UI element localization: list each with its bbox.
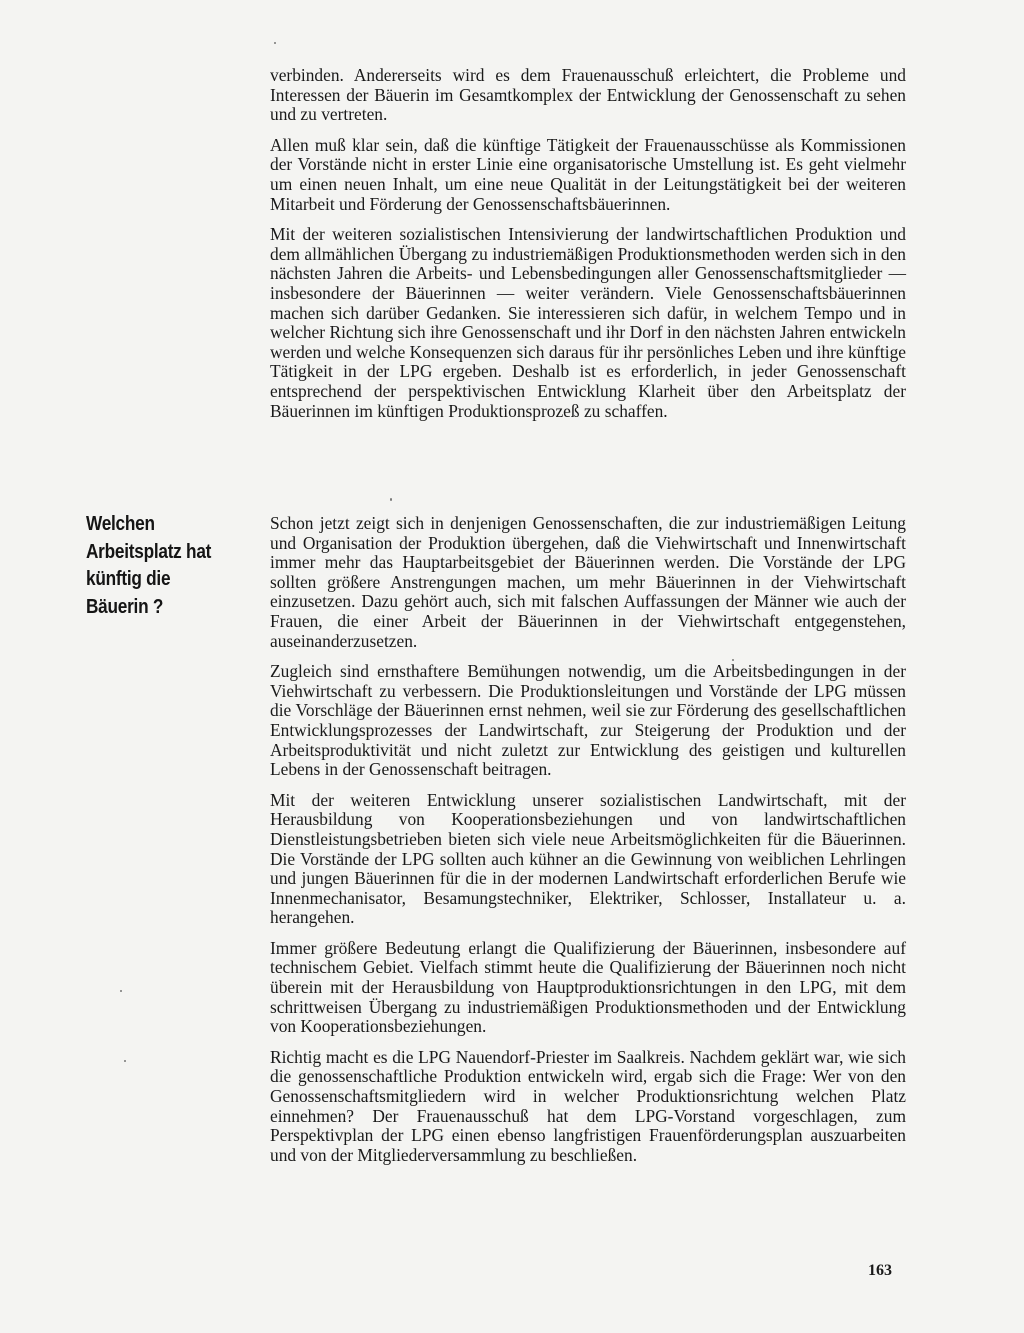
side-heading-line: Welchen (86, 512, 155, 535)
print-speck (732, 659, 734, 661)
paragraph: Allen muß klar sein, daß die künftige Tätigkeit der Frauenausschüsse als Kommissionen der Vorstände nicht in erster Linie eine organisatorische Umstellung ist. Es geht vielmehr um einen neuen Inhalt, um eine neue Qualität in der Leitungstätigkeit bei der weiteren Mitarbeit und Förderung der Genossenschaftsbäuerinnen. (270, 134, 906, 214)
main-text-block (270, 514, 906, 1176)
side-heading-line: künftig die (86, 567, 171, 590)
print-speck (390, 498, 392, 501)
paragraph: Mit der weiteren Entwicklung unserer sozialistischen Landwirtschaft, mit der Herausbildung von Kooperationsbeziehungen und von landwirtschaftlichen Dienstleistungsbetrieben bieten sich viele neue Arbeitsmöglichkeiten für die Bäuerinnen. Die Vorstände der LPG sollten auch kühner an die Gewinnung von weiblichen Lehrlingen und jungen Bäuerinnen für die in der modernen Landwirtschaft erforderlichen Berufe wie Innenmechanisator, Besamungstechniker, Elektriker, Schlosser, Installateur u. a. herangehen. (270, 789, 906, 928)
print-speck (124, 1060, 126, 1062)
paragraph: Schon jetzt zeigt sich in denjenigen Genossenschaften, die zur industriemäßigen Leitung und Organisation der Produktion übergehen, daß die Viehwirtschaft und Innenwirtschaft immer mehr das Hauptarbeitsgebiet der Bäuerinnen werden. Die Vorstände der LPG sollten größere Anstrengungen machen, um mehr Bäuerinnen in der Viehwirtschaft einzusetzen. Dazu gehört auch, sich mit falschen Auffassungen der Männer wie auch der Frauen, die einer Arbeit der Bäuerinnen in der Viehwirtschaft entgegenstehen, auseinanderzusetzen. (270, 513, 906, 651)
print-speck (120, 990, 122, 992)
side-heading (86, 510, 233, 620)
page-number: 163 (868, 1262, 892, 1279)
paragraph: verbinden. Andererseits wird es dem Frauenausschuß erleichtert, die Probleme und Interessen der Bäuerin im Gesamtkomplex der Entwicklung der Genossenschaft zu sehen und zu vertreten. (270, 65, 906, 125)
print-speck (274, 42, 276, 44)
top-text-block (270, 66, 906, 432)
paragraph: Richtig macht es die LPG Nauendorf-Priester im Saalkreis. Nachdem geklärt war, wie sich die genossenschaftliche Produktion entwickeln wird, ergab sich die Frage: Wer von den Genossenschaftsmitgliedern wird in welcher Produktionsrichtung welchen Platz einnehmen? Der Frauenausschuß hat dem LPG-Vorstand vorgeschlagen, zum Perspektivplan der LPG einen ebenso langfristigen Frauenförderungsplan auszuarbeiten und von der Mitgliederversammlung zu beschließen. (270, 1046, 906, 1165)
side-heading-line: Arbeitsplatz hat (86, 539, 212, 563)
paragraph: Mit der weiteren sozialistischen Intensivierung der landwirtschaftlichen Produktion und dem allmählichen Übergang zu industriemäßigen Produktionsmethoden werden sich in den nächsten Jahren die Arbeits- und Lebensbedingungen aller Genossenschaftsmitglieder — insbesondere der Bäuerinnen — weiter verändern. Viele Genossenschaftsbäuerinnen machen sich darüber Gedanken. Sie interessieren sich dafür, in welchem Tempo und in welcher Richtung sich ihre Genossenschaft und ihr Dorf in den nächsten Jahren entwickeln werden und welche Konsequenzen sich daraus für ihr persönliches Leben und ihre künftige Tätigkeit in der LPG ergeben. Deshalb ist es erforderlich, in jeder Genossenschaft entsprechend der perspektivischen Entwicklung Klarheit über den Arbeitsplatz der Bäuerinnen im künftigen Produktionsprozeß zu schaffen. (270, 224, 906, 421)
paragraph: Zugleich sind ernsthaftere Bemühungen notwendig, um die Arbeitsbedingungen in der Viehwirtschaft zu verbessern. Die Produktionsleitungen und Vorstände der LPG müssen die Vorschläge der Bäuerinnen ernst nehmen, weil sie zur Förderung des gesellschaftlichen Entwicklungsprozesses der Landwirtschaft, zur Steigerung der Produktion und der Arbeitsproduktivität und nicht zuletzt zur Entwicklung des geistigen und kulturellen Lebens in der Genossenschaft beitragen. (270, 661, 906, 780)
paragraph: Immer größere Bedeutung erlangt die Qualifizierung der Bäuerinnen, insbesondere auf technischem Gebiet. Vielfach stimmt heute die Qualifizierung der Bäuerinnen noch nicht überein mit der Herausbildung von Hauptproduktionsrichtungen in den LPG, mit dem schrittweisen Übergang zu industriemäßigen Produktionsmethoden und der Entwicklung von Kooperationsbeziehungen. (270, 937, 906, 1037)
side-heading-line: Bäuerin ? (86, 594, 164, 618)
